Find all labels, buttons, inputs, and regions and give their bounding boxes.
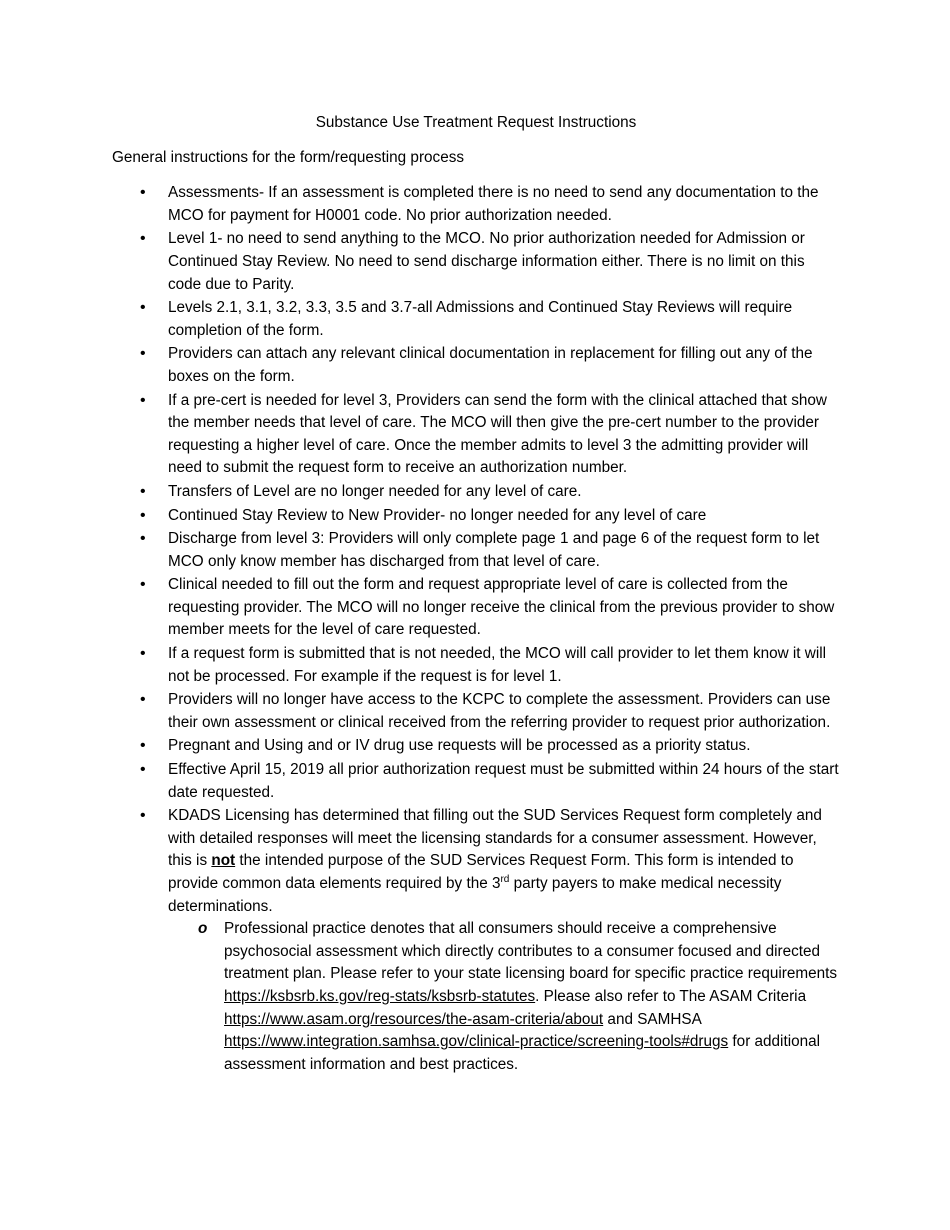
kdads-superscript: rd <box>500 873 510 885</box>
list-item-kdads <box>168 805 840 1076</box>
document-title: Substance Use Treatment Request Instructions <box>315 114 637 131</box>
list-item: • Clinical needed to fill out the form and request appropriate level of care is collected from the requesting provider. The MCO will no longer receive the clinical from the previous provider to show member meets for the level of care requested. <box>168 574 840 642</box>
list-item: • If a request form is submitted that is not needed, the MCO will call provider to let them know it will not be processed. For example if the request is for level 1. <box>168 643 840 688</box>
list-item: • Assessments- If an assessment is completed there is no need to send any documentation to the MCO for payment for H0001 code. No prior authorization needed. <box>168 182 840 227</box>
list-item: • Levels 2.1, 3.1, 3.2, 3.3, 3.5 and 3.7-all Admissions and Continued Stay Reviews will require completion of the form. <box>168 297 840 342</box>
sub-text-4: for additional assessment information and best practices. <box>224 1033 821 1073</box>
list-item: • Discharge from level 3: Providers will only complete page 1 and page 6 of the request form to let MCO only know member has discharged from that level of care. <box>168 528 840 573</box>
asam-criteria-link[interactable]: https://www.asam.org/resources/the-asam-criteria/about <box>224 1010 604 1028</box>
list-item: • Providers will no longer have access to the KCPC to complete the assessment. Providers can use their own assessment or clinical received from the referring provider to request prior authorization. <box>168 689 840 734</box>
instruction-list <box>112 182 840 1076</box>
list-item: • If a pre-cert is needed for level 3, Providers can send the form with the clinical attached that show the member needs that level of care. The MCO will then give the pre-cert number to the provider requesting a higher level of care. Once the member admits to level 3 the admitting provider will need to submit the request form to receive an authorization number. <box>168 390 840 480</box>
list-item: • Continued Stay Review to New Provider- no longer needed for any level of care <box>168 505 840 528</box>
sub-list-item <box>224 918 840 1076</box>
ksbsrb-statutes-link[interactable]: https://ksbsrb.ks.gov/reg-stats/ksbsrb-statutes <box>224 987 536 1005</box>
list-item: • Level 1- no need to send anything to the MCO. No prior authorization needed for Admission or Continued Stay Review. No need to send discharge information either. There is no limit on this code due to Parity. <box>168 228 840 296</box>
list-item: • Providers can attach any relevant clinical documentation in replacement for filling out any of the boxes on the form. <box>168 343 840 388</box>
kdads-text-2: the intended purpose of the SUD Services Request Form. This form is intended to provide common data elements required by the 3 <box>168 852 794 892</box>
intro-text: General instructions for the form/requesting process <box>112 148 464 166</box>
sub-text-3: and SAMHSA <box>603 1010 701 1028</box>
samhsa-screening-tools-link[interactable]: https://www.integration.samhsa.gov/clinical-practice/screening-tools#drugs <box>224 1033 729 1051</box>
sub-text-1: Professional practice denotes that all consumers should receive a comprehensive psychosocial assessment which directly contributes to a consumer focused and directed treatment plan. Please refer to your state licensing board for specific practice requirements <box>224 920 838 983</box>
sub-text-2: . Please also refer to The ASAM Criteria <box>535 987 807 1005</box>
list-item: • Transfers of Level are no longer needed for any level of care. <box>168 481 840 504</box>
kdads-text-3: party payers to make medical necessity determinations. <box>168 875 782 915</box>
kdads-text-1: KDADS Licensing has determined that filling out the SUD Services Request form completely and with detailed responses will meet the licensing standards for a consumer assessment. However, this is <box>168 807 822 870</box>
kdads-emphasis: not <box>211 852 236 870</box>
list-item: • Effective April 15, 2019 all prior authorization request must be submitted within 24 hours of the start date requested. <box>168 759 840 804</box>
sub-list <box>168 918 840 1076</box>
list-item: • Pregnant and Using and or IV drug use requests will be processed as a priority status. <box>168 735 840 758</box>
